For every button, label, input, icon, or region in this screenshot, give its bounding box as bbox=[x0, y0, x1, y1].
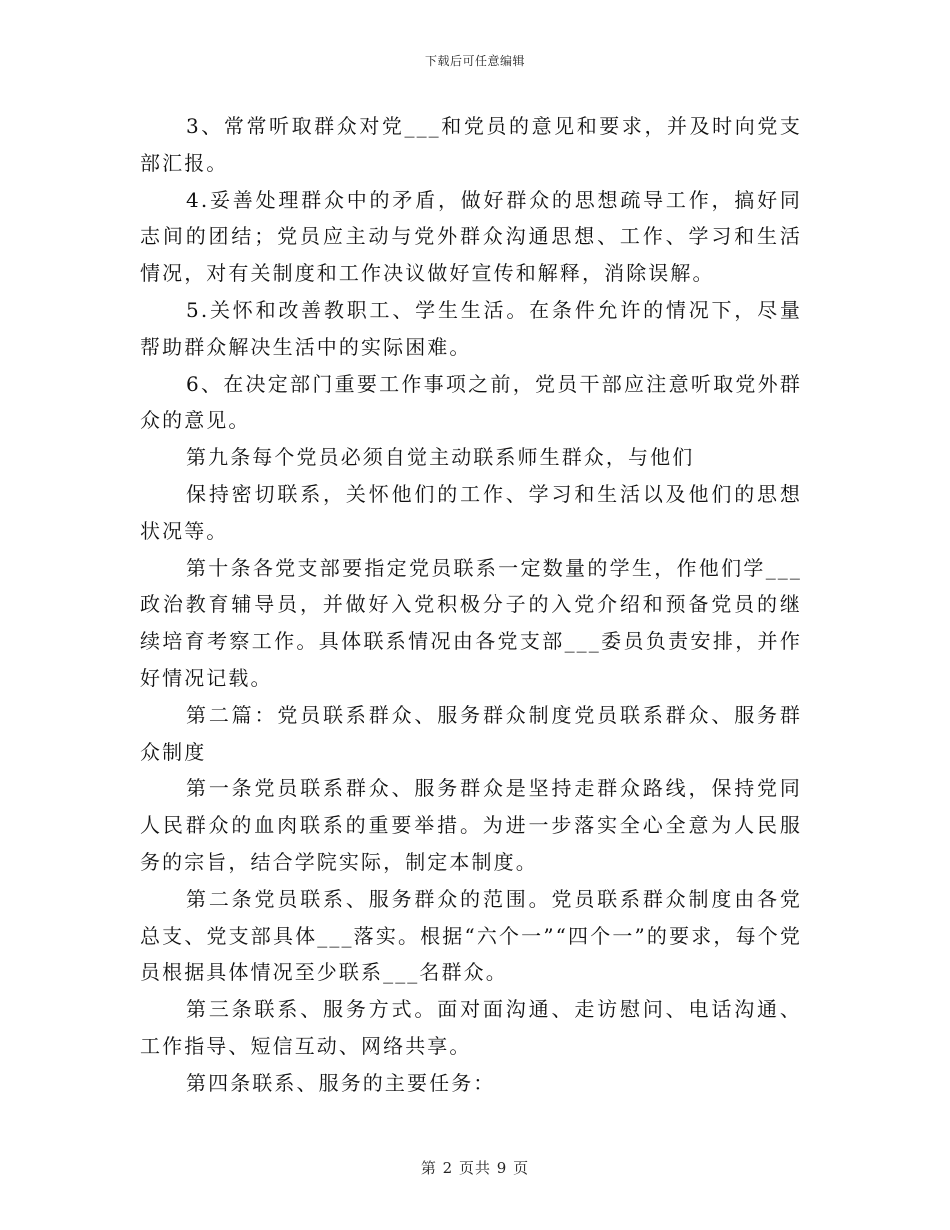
paragraph: 第三条联系、服务方式。面对面沟通、走访慰问、电话沟通、工作指导、短信互动、网络共享。 bbox=[140, 997, 802, 1058]
paragraph: 第九条每个党员必须自觉主动联系师生群众，与他们 bbox=[186, 445, 695, 470]
document-body bbox=[140, 108, 802, 1102]
paragraph: 保持密切联系，关怀他们的工作、学习和生活以及他们的思想状况等。 bbox=[140, 481, 802, 543]
page-header: 下载后可任意编辑 bbox=[424, 54, 525, 68]
section-heading: 第二篇：党员联系群众、服务群众制度党员联系群众、服务群众制度 bbox=[140, 702, 802, 764]
paragraph: 4.妥善处理群众中的矛盾，做好群众的思想疏导工作，搞好同志间的团结；党员应主动与党外群众沟通思想、工作、学习和生活情况，对有关制度和工作决议做好宣传和解释，消除误解。 bbox=[140, 187, 802, 286]
paragraph: 第十条各党支部要指定党员联系一定数量的学生，作他们学___政治教育辅导员，并做好入党积极分子的入党介绍和预备党员的继续培育考察工作。具体联系情况由各党支部___委员负责安排，并作好情况记载。 bbox=[140, 555, 802, 690]
page-footer: 第 2 页共 9 页 bbox=[420, 1159, 530, 1177]
paragraph: 第一条党员联系群众、服务群众是坚持走群众路线，保持党同人民群众的血肉联系的重要举措。为进一步落实全心全意为人民服务的宗旨，结合学院实际，制定本制度。 bbox=[140, 776, 802, 874]
paragraph: 第二条党员联系、服务群众的范围。党员联系群众制度由各党总支、党支部具体___落实。根据“六个一”“四个一”的要求，每个党员根据具体情况至少联系___名群众。 bbox=[140, 886, 802, 985]
paragraph: 3、常常听取群众对党___和党员的意见和要求，并及时向党支部汇报。 bbox=[140, 114, 802, 175]
paragraph: 5.关怀和改善教职工、学生生活。在条件允许的情况下，尽量帮助群众解决生活中的实际困难。 bbox=[140, 297, 802, 359]
paragraph: 第四条联系、服务的主要任务： bbox=[186, 1070, 496, 1095]
paragraph: 6、在决定部门重要工作事项之前，党员干部应注意听取党外群众的意见。 bbox=[140, 371, 802, 433]
